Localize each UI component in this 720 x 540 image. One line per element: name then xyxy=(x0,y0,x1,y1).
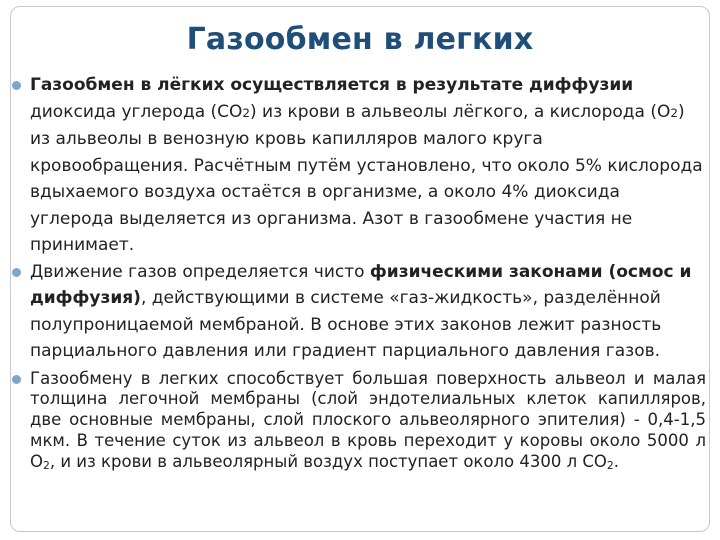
subscript: 2 xyxy=(242,105,250,120)
bullet-text: ) из альвеолы в венозную кровь капилляров малого круга кровообращения. Расчётным путём установлено, что около 5% кислорода вдыхаемого воздуха остаётся в организме, а около 4% диоксида углерода выделяется из организма. Азот в газообмене участия не принимает. xyxy=(30,101,703,255)
slide-title: Газообмен в легких xyxy=(186,22,534,57)
bullet-item-alveoli-surface xyxy=(10,369,710,473)
bullet-text: . xyxy=(613,451,619,471)
bullet-text: , и из крови в альвеолярный воздух поступает около 4300 л СО xyxy=(49,451,607,471)
bullet-item-gas-exchange xyxy=(10,72,710,259)
bullet-dot-icon xyxy=(12,375,21,384)
bullet-dot-icon xyxy=(12,268,21,277)
bullet-text: Газообмену в легких способствует большая поверхность альвеол и малая толщина легочной мембраны (слой эндотелиальных клеток капилляров, две основные мембраны, слой плоского альвеолярного эпителия) - 0,4-1,5 мкм. В течение суток из альвеол в кровь переходит у коровы около 5000 л О xyxy=(30,368,706,471)
subscript: 2 xyxy=(606,458,614,472)
bullet-bold-phrase: физическими законами (осмос и диффузия) xyxy=(30,261,692,308)
bullet-list xyxy=(10,72,710,472)
bullet-dot-icon xyxy=(12,81,21,90)
bullet-item-gas-movement xyxy=(10,259,710,365)
bullet-lead-bold: Газообмен в лёгких осуществляется в результате диффузии xyxy=(30,75,634,95)
bullet-text: ) из крови в альвеолы лёгкого, а кислорода (О xyxy=(250,101,671,122)
bullet-text: диоксида углерода (СО xyxy=(30,101,243,122)
subscript: 2 xyxy=(43,458,50,472)
bullet-text: Движение газов определяется чисто xyxy=(30,261,370,282)
subscript: 2 xyxy=(670,105,678,120)
bullet-text: , действующими в системе «газ-жидкость», разделённой полупроницаемой мембраной. В основе этих законов лежит разность парциального давления или градиент парциального давления газов. xyxy=(30,288,662,361)
